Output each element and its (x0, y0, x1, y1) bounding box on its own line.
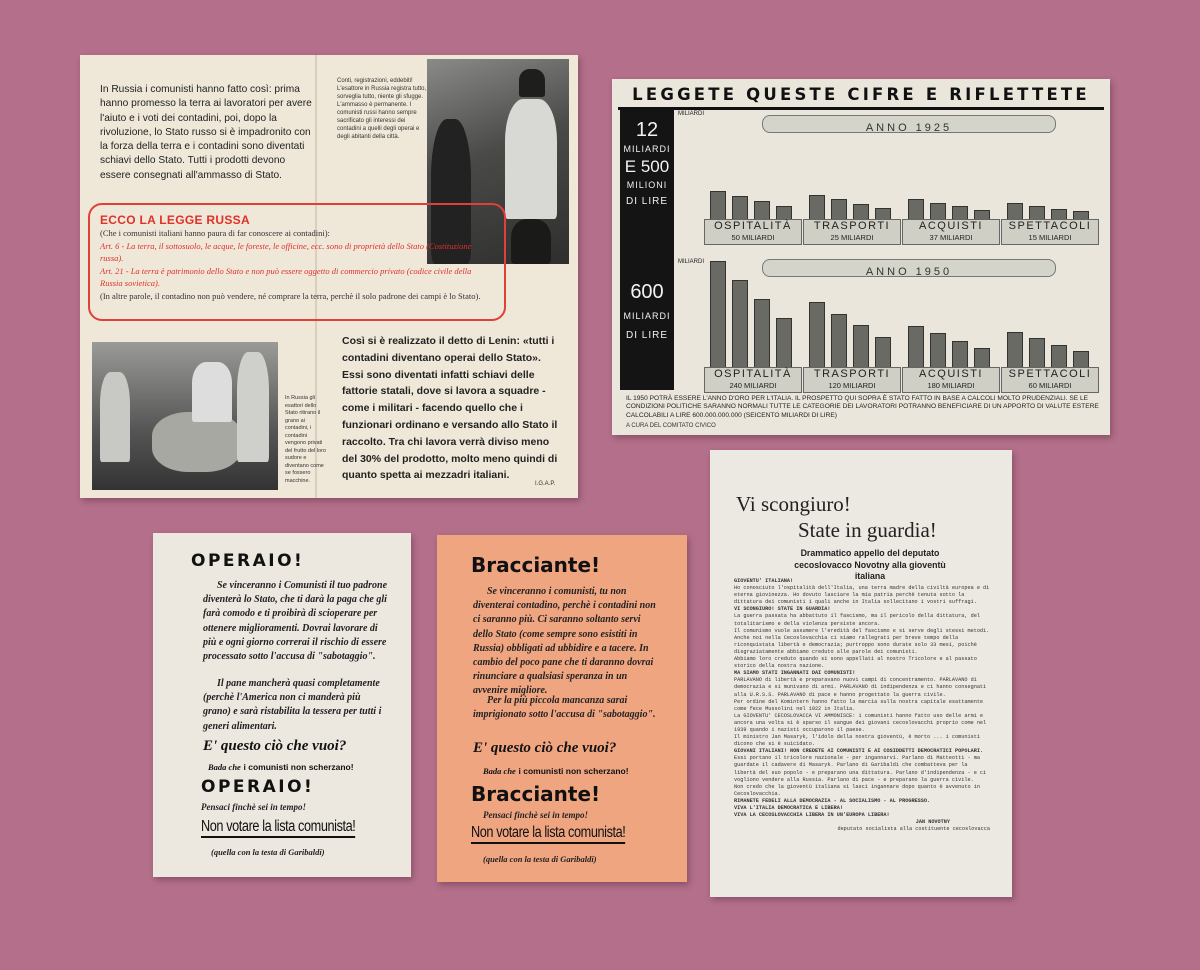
chart-bar-1950-2-4 (875, 337, 891, 369)
operaio-question: E' questo ciò che vuoi? (203, 738, 347, 754)
chart-bar-1950-1-2 (732, 280, 748, 369)
categories-1925 (704, 219, 1100, 245)
category-1925-1 (704, 219, 802, 245)
bracciante-title-2: Bracciante! (471, 782, 601, 806)
novotny-title-1: Vi scongiuro! (736, 492, 851, 516)
bars-1950 (704, 249, 1100, 367)
category-value-1925-2: 25 MILIARDI (830, 233, 874, 242)
chart-bar-1925-1-1 (710, 191, 726, 221)
left-1925-amount: 12 MILIARDI E 500 MILIONI DI LIRE (623, 119, 671, 207)
operaio-warning: Bada che i comunisti non scherzano! (208, 762, 354, 772)
year-banner-1950: ANNO 1950 (762, 259, 1056, 277)
side-note: Conti, registrazioni, eddebiti! L'esattore in Russia registra tutto, sorveglia tutto, niente gli sfugge. L'ammasso è permanente. I comunisti russi hanno sempre sacrificato gli interessi dei contadini a quelli degli operai e degli abitanti della città. (337, 78, 427, 140)
operaio-body: Se vinceranno i Comunisti il tuo padrone diventerà lo Stato, che ti darà la paga che gli farà comodo e ti proibirà di scioperare per ottenere miglioramenti. Dovrai lavorare di più e ogni giorno correrai il rischio di essere processato sotto l'accusa di "sabotaggio". (203, 580, 388, 663)
bracciante-think: Pensaci finchè sei in tempo! (483, 810, 588, 820)
poster-footer: IL 1950 POTRÀ ESSERE L'ANNO D'ORO PER L'ITALIA. IL PROSPETTO QUI SOPRA È STATO FATTO IN BASE A CALCOLI MOLTO PRUDENZIALI. SE LE CONDIZIONI POLITICHE SARANNO NORMALI TUTTE LE CATEGORIE DEI LAVORATORI POTRANNO BENEFICIARE DI UN APPORTO DI VALUTE ESTERE CALCOLABILI A LIRE 600.000.000.000 (SEICENTO MILIARDI DI LIRE) (626, 395, 1099, 419)
unit-label-1925: MILIARDI (678, 111, 705, 117)
legge-russa-box (88, 203, 506, 321)
poster-credit: A CURA DEL COMITATO CIVICO (626, 423, 716, 429)
category-value-1950-1: 240 MILIARDI (729, 381, 777, 390)
article-21: Art. 21 - La terra è patrimonio dello Stato e non può essere oggetto di commercio privato (codice civile della Russia sovietica). (100, 266, 472, 288)
category-1950-3 (902, 367, 1000, 393)
chart-bar-1925-2-1 (809, 195, 825, 221)
novotny-subtitle: Drammatico appello del deputato cecoslovacco Novotny alla gioventù italiana (794, 548, 946, 581)
operaio-think: Pensaci finchè sei in tempo! (201, 802, 306, 812)
box-note: (In altre parole, il contadino non può vendere, né comprare la terra, perchè il solo padrone dei campi è lo Stato). (100, 291, 481, 301)
operaio-vote: Non votare la lista comunista! (201, 818, 355, 838)
chart-bar-1950-3-1 (908, 326, 924, 369)
chart-bar-1950-1-1 (710, 261, 726, 369)
bracciante-vote: Non votare la lista comunista! (471, 824, 625, 844)
category-value-1950-3: 180 MILIARDI (927, 381, 975, 390)
bracciante-body: Se vinceranno i comunisti, tu non diventerai contadino, perchè i contadini non ci saranno più. Ci saranno soltanto servi dello Stato (come sempre sono esistiti in Russia) obbligati ad ubbidire e a tacere. In cambio del poco pane che ti daranno dovrai rinunciare a qualsiasi speranza in un avvenire migliore. (473, 586, 656, 697)
chart-bar-1950-1-4 (776, 318, 792, 369)
chart-bar-1950-4-3 (1051, 345, 1067, 369)
chart-bar-1950-2-1 (809, 302, 825, 369)
left-1950-amount: 600 MILIARDI DI LIRE (623, 281, 671, 341)
bracciante-warning: Bada che i comunisti non scherzano! (483, 766, 629, 776)
bracciante-title: Bracciante! (471, 553, 601, 577)
box-title: ECCO LA LEGGE RUSSA (100, 213, 250, 227)
category-name-1950-2: TRASPORTI (813, 368, 891, 380)
category-value-1950-4: 60 MILIARDI (1028, 381, 1072, 390)
category-value-1925-3: 37 MILIARDI (929, 233, 973, 242)
category-1950-4 (1001, 367, 1099, 393)
category-value-1925-4: 15 MILIARDI (1028, 233, 1072, 242)
bracciante-question: E' questo ciò che vuoi? (473, 740, 617, 756)
category-name-1925-4: SPETTACOLI (1008, 220, 1092, 232)
bracciante-body-2: Per la più piccola mancanza sarai imprigionato sotto l'accusa di "sabotaggio". (473, 695, 656, 721)
category-1950-1 (704, 367, 802, 393)
operaio-title-2: OPERAIO! (201, 777, 315, 797)
category-name-1950-1: OSPITALITÀ (714, 368, 792, 380)
chart-bar-1950-3-4 (974, 348, 990, 369)
unit-label-1950: MILIARDI (678, 259, 705, 265)
category-1925-3 (902, 219, 1000, 245)
category-value-1925-1: 50 MILIARDI (731, 233, 775, 242)
photo-caption: In Russia gli esattori dello Stato ritirano il grano ai contadini, i contadini vengono privati del frutto del loro sudore e diventano come se fossero macchine. (285, 395, 326, 484)
poster-title: LEGGETE QUESTE CIFRE E RIFLETTETE (632, 85, 1090, 104)
chart-bar-1950-4-1 (1007, 332, 1023, 369)
chart-bar-1950-2-2 (831, 314, 847, 369)
category-name-1950-4: SPETTACOLI (1008, 368, 1092, 380)
lenin-text: Così si è realizzato il detto di Lenin: «tutti i contadini diventano operai dello Stato». Essi sono diventati infatti schiavi delle fattorie statali, dove si lavora a squadre - come i militari - facendo quello che i funzionari ordinano e versando allo Stato il raccolto. Tra chi lavora verrà diviso meno del 30% del prodotto, molto meno quindi di quanto spetta ai mezzadri italiani. (342, 335, 558, 482)
category-1950-2 (803, 367, 901, 393)
novotny-body: GIOVENTU' ITALIANA! Ho conosciuto l'ospitalità dell'Italia, una terra madre della civiltà europea e di eterna giovinezza. Ho dovuto lasciare la mia patria perchè tenuta sotto la dittatura dei comunisti i quali anche in Italia sollecitano i vostri suffragi. VI SCONGIURO! STATE IN GUARDIA! La guerra passata ha abbattuto il fascismo, ma il pericolo della dittatura, del totalitarismo e della violenza persiste ancora. Il comunismo vuole assumere l'eredità del fascismo e si serve degli stessi metodi. Anche noi nella Cecoslovacchia ci siamo rallegrati per breve tempo della riconquistata libertà e democrazia; purtroppo sono durate solo 33 mesi, poichè disgraziatamente abbiamo creduto alle parole dei comunisti. Abbiamo loro creduto quando si sono appellati al nostro Tricolore e al passato storico della nostra nazione. MA SIAMO STATI INGANNATI DAI COMUNISTI! PARLAVANO di libertà e preparavano nuovi campi di concentramento. PARLAVANO di democrazia e si munivano di armi. PARLAVANO di indipendenza e ci hanno consegnati alla U.R.S.S. PARLAVANO di pace e hanno progettato la guerra civile. Per ordine del Komintern hanno fatto la marcia sulla nostra capitale esattamente come fece Mussolini nel 1922 in Italia. La GIOVENTU' CECOSLOVACCA VI AMMONISCE: i comunisti hanno fatto uso delle armi e ancora una volta si è sparso il sangue dei giovani cecoslovacchi proprio come nel 1939 quando i nazisti occuparono il paese. Il ministro Jan Masaryk, l'idolo della nostra gioventù, è morto ... i comunisti dicono che si è suicidato. GIOVANI ITALIANI! NON CREDETE AI COMUNISTI E AI COSIDDETTI DEMOCRATICI POPOLARI. Essi portano il tricolore nazionale - per ingannarvi. Parlano di Matteotti - ma guardate il cadavere di Masaryk. Parlano di Garibaldi che combatteva per la libertà del suo popolo - e preparano una dittatura. Parlano d'indipendenza - e ci vogliono vendere alla Russia. Parlano di pace - e preparano la guerra civile. Non credo che la gioventù italiana si lasci ingannare dopo quanto è avvenuto in Cecoslovacchia. RIMANETE FEDELI ALLA DEMOCRAZIA - AL SOCIALISMO - AL PROGRESSO. VIVA L'ITALIA DEMOCRATICA E LIBERA! VIVA LA CECOSLOVACCHIA LIBERA IN UN'EUROPA LIBERA! JAN NOVOTNY deputato socialista alla costituente cecoslovacca (734, 578, 990, 833)
novotny-title-2: State in guardia! (798, 518, 937, 542)
chart-bar-1950-1-3 (754, 299, 770, 369)
operaio-body-2: Il pane mancherà quasi completamente (perchè l'America non ci manderà più grano) e sarà ristabilita la tessera per tutti i generi alimentari. (203, 678, 382, 732)
box-subtitle: (Che i comunisti italiani hanno paura di far conoscere ai contadini): (100, 228, 330, 238)
intro-text: In Russia i comunisti hanno fatto così: prima hanno promesso la terra ai lavoratori per avere l'aiuto e i voti dei contadini, poi, dopo la rivoluzione, lo Stato russo si è impadronito con la forza della terra e i contadini sono diventati schiavi dello Stato. Tutti i prodotti devono essere consegnati all'ammasso di Stato. (100, 84, 312, 181)
year-banner-1925: ANNO 1925 (762, 115, 1056, 133)
chart-bar-1950-4-2 (1029, 338, 1045, 369)
operaio-garibaldi: (quella con la testa di Garibaldi) (211, 847, 325, 857)
printer-mark: I.G.A.P. (535, 481, 556, 487)
chart-bar-1925-3-1 (908, 199, 924, 221)
category-name-1925-1: OSPITALITÀ (714, 220, 792, 232)
bars-1925 (704, 139, 1100, 219)
chart-bar-1950-3-2 (930, 333, 946, 369)
category-value-1950-2: 120 MILIARDI (828, 381, 876, 390)
category-name-1925-2: TRASPORTI (813, 220, 891, 232)
article-6: Art. 6 - La terra, il sottosuolo, le acque, le foreste, le officine, ecc. sono di proprietà dello Stato (Costituzione russa). (100, 241, 472, 263)
chart-bar-1925-1-3 (754, 201, 770, 221)
operaio-title: OPERAIO! (191, 551, 305, 571)
category-1925-2 (803, 219, 901, 245)
bracciante-garibaldi: (quella con la testa di Garibaldi) (483, 854, 597, 864)
poster-cifre (612, 79, 1110, 435)
leaflet-bracciante (437, 535, 687, 882)
chart-bar-1925-2-2 (831, 199, 847, 221)
leaflet-novotny (710, 450, 1012, 897)
chart-bar-1950-2-3 (853, 325, 869, 369)
category-1925-4 (1001, 219, 1099, 245)
leaflet-operaio (153, 533, 411, 877)
title-rule (618, 107, 1104, 110)
photo-wheat-sacks (92, 342, 278, 490)
chart-bar-1950-3-3 (952, 341, 968, 369)
categories-1950 (704, 367, 1100, 393)
leaflet-legge-russa (80, 55, 578, 498)
category-name-1925-3: ACQUISTI (919, 220, 983, 232)
chart-bar-1925-1-2 (732, 196, 748, 221)
category-name-1950-3: ACQUISTI (919, 368, 983, 380)
